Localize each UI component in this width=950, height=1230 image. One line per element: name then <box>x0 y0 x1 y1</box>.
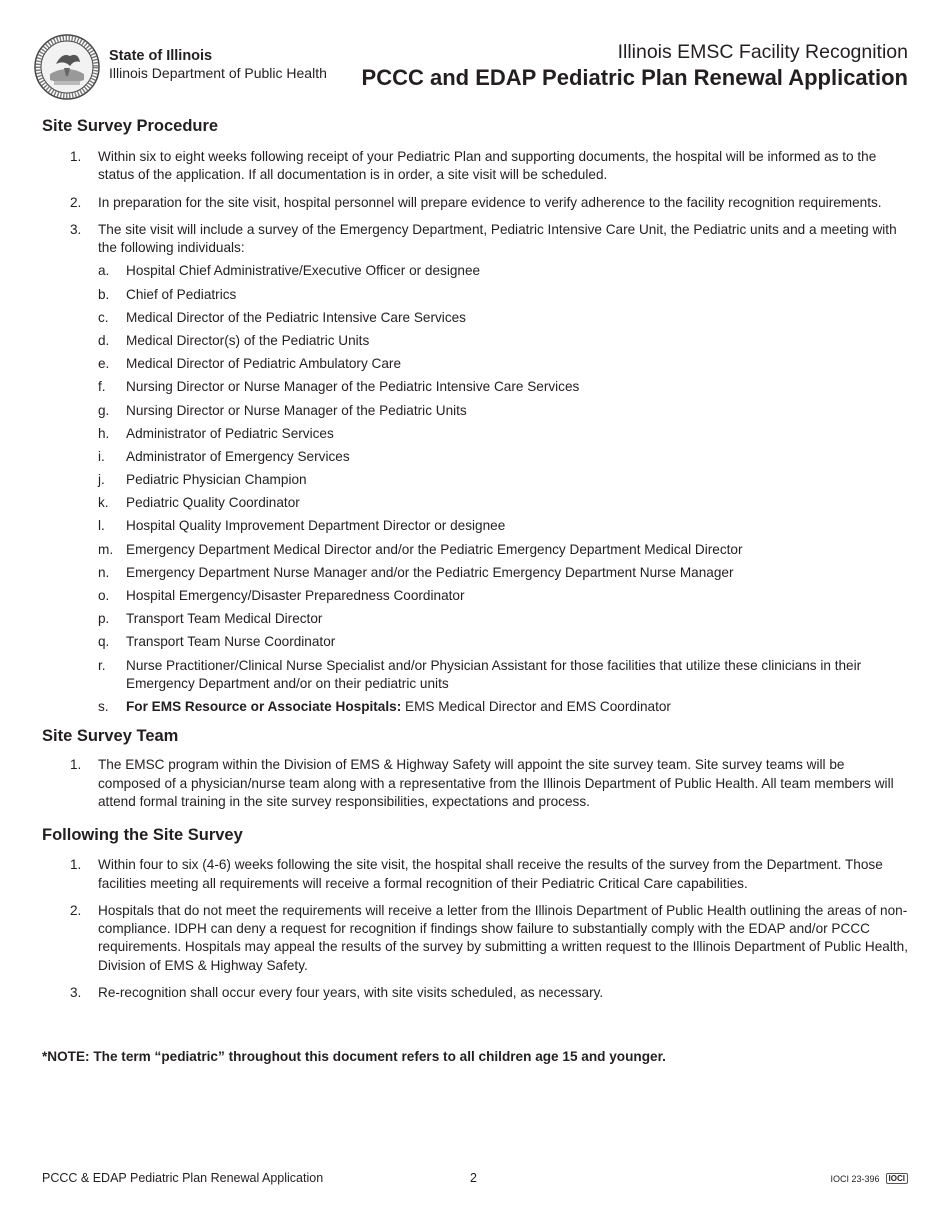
list-item: q. Transport Team Nurse Coordinator <box>98 634 336 650</box>
list-item: 3. The site visit will include a survey of the Emergency Department, Pediatric Intensive Care Unit, the Pediatric units and a meeting with the following individuals: a. Hospital Chief Administrative/Executive Officer or designee b. Chief of Pediatrics c. Medical Director of the Pediatric Intensive Care Services d. Medical Director(s) of the Pediatric Units e. Medical Director of Pediatric Ambulatory Care f. Nursing Director or Nurse Manager of the Pediatric Intensive Care Services g. Nursing Director or Nurse Manager of the Pediatric Units h. Administrator of Pediatric Services i. Administrator of Emergency Services j. Pediatric Physician Champion k. Pediatric Quality Coordinator l. Hospital Quality Improvement Department Director or designee m. Emergency Department Medical Director and/or the Pediatric Emergency Department Medical Director n. Emergency Department Nurse Manager and/or the Pediatric Emergency Department Nurse Manager o. Hospital Emergency/Disaster Preparedness Coordinator p. Transport Team Medical Director q. Transport Team Nurse Coordinator r. Nurse Practitioner/Clinical Nurse Specialist and/or Physician Assistant for those facilities that utilize these clinicians in their Emergency Department and/or on their pediatric units s. For EMS Resource or Associate Hospitals: EMS Medical Director and EMS Coordinator <box>42 221 910 716</box>
list-item: s. For EMS Resource or Associate Hospitals: EMS Medical Director and EMS Coordinator <box>98 699 671 715</box>
list-item: i. Administrator of Emergency Services <box>98 448 350 464</box>
list-item: o. Hospital Emergency/Disaster Preparedness Coordinator <box>98 588 465 603</box>
list-item: 3. Re-recognition shall occur every four years, with site visits scheduled, as necessary. <box>70 985 604 1001</box>
list-item: g. Nursing Director or Nurse Manager of the Pediatric Units <box>98 402 467 418</box>
list-item: b. Chief of Pediatrics <box>98 286 237 302</box>
footer-title: PCCC & EDAP Pediatric Plan Renewal Application <box>42 1171 324 1185</box>
list-item: l. Hospital Quality Improvement Department Director or designee <box>98 518 506 534</box>
section-heading-survey-procedure: Site Survey Procedure <box>42 117 219 135</box>
pediatric-definition-note: *NOTE: The term “pediatric” throughout this document refers to all children age 15 and younger. <box>42 1049 666 1065</box>
list-item: 1. Within four to six (4-6) weeks following the site visit, the hospital shall receive the results of the survey from the Department. Those facilities meeting all requirements will receive a formal recognition of their Pediatric Critical Care capabilities. <box>70 857 883 891</box>
survey-team-list <box>42 756 910 811</box>
list-item: 2. In preparation for the site visit, hospital personnel will prepare evidence to verify adherence to the facility recognition requirements. <box>70 194 882 210</box>
list-item: j. Pediatric Physician Champion <box>98 472 307 488</box>
document-body <box>42 116 910 1067</box>
list-item: f. Nursing Director or Nurse Manager of the Pediatric Intensive Care Services <box>98 379 580 395</box>
list-item: k. Pediatric Quality Coordinator <box>98 495 300 511</box>
program-title: Illinois EMSC Facility Recognition <box>617 41 908 63</box>
list-item: 1. Within six to eight weeks following receipt of your Pediatric Plan and supporting documents, the hospital will be informed as to the status of the application. If all documentation is in order, a site visit will be scheduled. <box>70 149 877 183</box>
list-item: c. Medical Director of the Pediatric Intensive Care Services <box>98 309 466 325</box>
list-item: h. Administrator of Pediatric Services <box>98 425 334 441</box>
agency-department: Illinois Department of Public Health <box>109 65 327 81</box>
document-header <box>362 40 908 92</box>
list-item: r. Nurse Practitioner/Clinical Nurse Specialist and/or Physician Assistant for those facilities that utilize these clinicians in their Emergency Department and/or on their pediatric units <box>98 657 862 691</box>
page-number: 2 <box>470 1171 477 1185</box>
survey-procedure-list <box>42 148 910 716</box>
union-bug-icon: IOCI <box>886 1173 908 1184</box>
form-code: IOCI 23-396 <box>830 1173 880 1184</box>
list-item: n. Emergency Department Nurse Manager and/or the Pediatric Emergency Department Nurse Manager <box>98 564 734 580</box>
list-item: 2. Hospitals that do not meet the requirements will receive a letter from the Illinois Department of Public Health outlining the areas of non-compliance. IDPH can deny a request for recognition if findings show failure to substantially comply with the EDAP and/or PCCC requirements. Hospitals may appeal the results of the survey by submitting a written request to the Illinois Department of Public Health, Division of EMS & Highway Safety. <box>70 902 908 973</box>
section-heading-following: Following the Site Survey <box>42 826 243 845</box>
document-title: PCCC and EDAP Pediatric Plan Renewal Application <box>361 65 908 90</box>
list-item: m. Emergency Department Medical Director and/or the Pediatric Emergency Department Medical Director <box>98 541 743 557</box>
list-item: p. Transport Team Medical Director <box>98 611 323 627</box>
agency-block <box>109 48 327 82</box>
following-list <box>42 856 910 1002</box>
list-item: 1. The EMSC program within the Division of EMS & Highway Safety will appoint the site survey team. Site survey teams will be composed of a physician/nurse team along with a representative from the Illinois Department of Public Health. All team members will attend formal training in the site survey responsibilities, expectations and process. <box>70 757 894 809</box>
illinois-seal-icon <box>34 34 100 100</box>
list-item: e. Medical Director of Pediatric Ambulatory Care <box>98 356 402 372</box>
footer-form-code <box>831 1173 908 1184</box>
individuals-list <box>98 262 910 716</box>
agency-state: State of Illinois <box>109 48 213 64</box>
list-item: a. Hospital Chief Administrative/Executive Officer or designee <box>98 263 481 279</box>
list-item: d. Medical Director(s) of the Pediatric Units <box>98 332 370 348</box>
section-heading-survey-team: Site Survey Team <box>42 727 179 746</box>
